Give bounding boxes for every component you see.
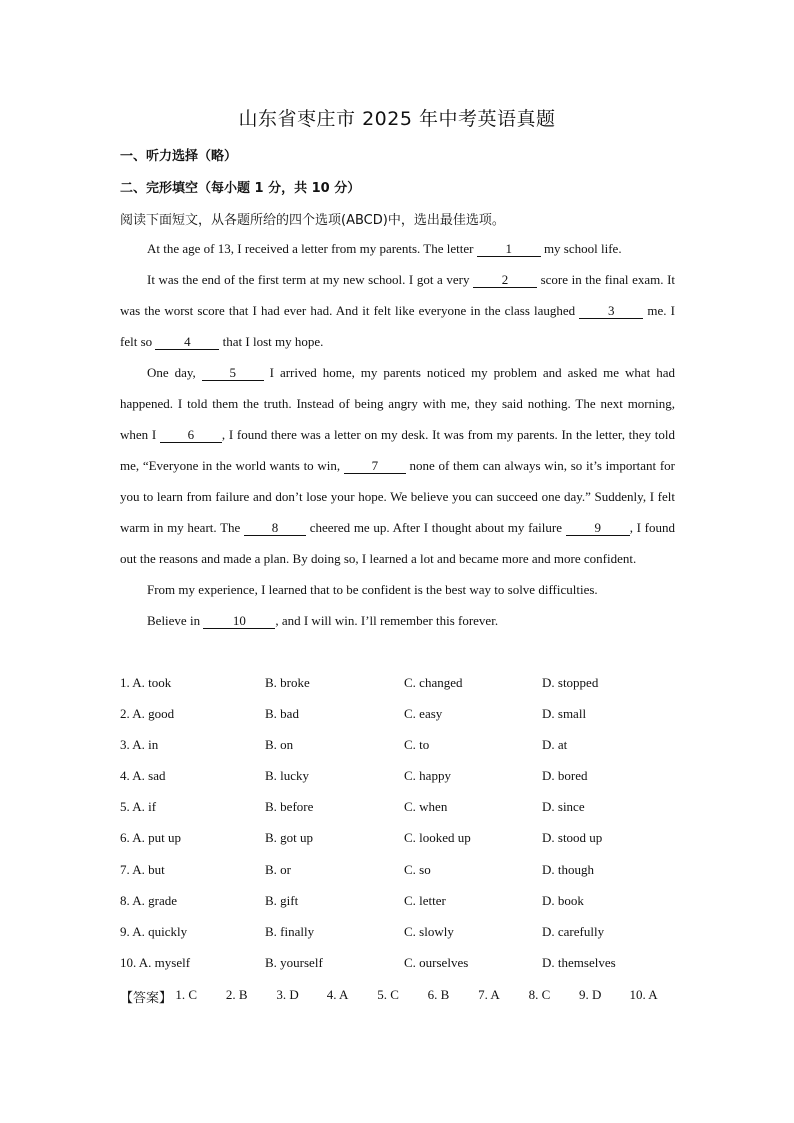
blank-10: 10 [203,613,275,629]
option-d: D. at [542,737,568,753]
page-title: 山东省枣庄市 2025 年中考英语真题 [238,108,556,130]
option-c: C. easy [404,706,443,722]
option-a: 8. A. grade [120,892,178,908]
passage-text: none of them can always win, so it’s important for you to learn from failure and don’t lose your hope. We believe you can succeed one day.” Suddenly, I felt warm in my heart. The [120,458,675,535]
blank-1: 1 [477,241,541,257]
passage-text: It was the end of the first term at my new school. I got a very [147,272,474,287]
option-b: B. broke [265,675,310,690]
blank-4: 4 [155,334,219,350]
option-row [120,706,680,737]
answer-item: 4. A [326,987,349,1002]
option-c: C. changed [404,675,463,690]
option-d: D. since [542,799,585,815]
option-a: 10. A. myself [120,954,191,970]
passage-paragraph: From my experience, I learned that to be confident is the best way to solve difficulties. [147,582,598,597]
option-d: D. stood up [542,830,603,846]
section-cloze-heading: 二、完形填空（每小题 1 分，共 10 分） [120,181,361,196]
blank-3: 3 [579,303,643,319]
passage-paragraph [120,233,675,264]
option-b: B. gift [265,892,299,908]
option-a: 3. A. in [120,737,159,753]
option-c: C. letter [404,892,446,908]
option-c: C. so [404,861,431,877]
option-d: D. book [542,892,584,908]
option-b: B. before [265,799,314,815]
answer-item: 5. C [377,987,399,1002]
passage-text: I arrived home, my parents noticed my problem and asked me what had happened. I told them the truth. Instead of being angry with me, they said nothing. The next morning, when I [120,365,675,442]
option-b: B. or [265,861,291,877]
option-row [120,924,680,955]
option-row [120,737,680,768]
option-d: D. themselves [542,954,616,970]
option-c: C. when [404,799,448,815]
option-c: C. looked up [404,830,471,846]
answer-item: 7. A [478,987,500,1002]
option-b: B. lucky [265,768,310,784]
option-c: C. slowly [404,923,454,939]
passage-text: , and I will win. I’ll remember this forever. [275,613,499,628]
option-a: 9. A. quickly [120,923,188,939]
option-b: B. yourself [265,954,323,970]
answer-item: 6. B [427,987,450,1002]
option-row [120,830,680,861]
passage-text: One day, [147,365,202,380]
passage-text: me. I felt so [120,303,675,349]
answer-item: 1. C [175,987,198,1002]
answer-item: 3. D [276,987,299,1002]
option-c: C. to [404,737,430,753]
answer-label: 【答案】 [120,991,173,1006]
passage-text: At the age of 13, I received a letter from my parents. The letter [147,241,477,256]
options-list [120,675,680,986]
option-row [120,862,680,893]
option-c: C. ourselves [404,954,469,970]
blank-6: 6 [160,427,222,443]
answer-key [120,987,680,1006]
blank-9: 9 [566,520,630,536]
option-a: 5. A. if [120,799,157,815]
passage-paragraph [120,264,675,357]
option-row [120,893,680,924]
passage-text: cheered me up. After I thought about my failure [306,520,566,535]
instruction-text: 阅读下面短文，从各题所给的四个选项(ABCD)中，选出最佳选项。 [120,213,505,228]
option-row [120,675,680,706]
passage-text: that I lost my hope. [219,334,324,349]
answer-item: 2. B [225,987,248,1002]
passage-text: my school life. [540,241,622,256]
option-d: D. carefully [542,923,605,939]
option-b: B. bad [265,706,299,722]
answer-item: 9. D [579,987,602,1002]
passage-text: , I found out the reasons and made a plan. By doing so, I learned a lot and became more and more confident. [120,520,675,566]
section-listening-heading: 一、听力选择（略） [120,149,238,164]
option-a: 2. A. good [120,706,175,722]
option-d: D. bored [542,768,588,784]
blank-2: 2 [473,272,537,288]
option-b: B. on [265,737,294,753]
option-d: D. small [542,706,587,722]
option-row [120,955,680,986]
blank-7: 7 [344,458,406,474]
cloze-passage [120,233,675,636]
answer-item: 8. C [528,987,551,1002]
option-row [120,768,680,799]
passage-text: Believe in [147,613,204,628]
option-d: D. though [542,861,594,877]
option-b: B. finally [265,923,315,939]
answer-item: 10. A [629,987,658,1002]
option-a: 7. A. but [120,861,165,877]
option-d: D. stopped [542,675,599,690]
option-row [120,799,680,830]
option-c: C. happy [404,768,451,784]
option-a: 6. A. put up [120,830,182,846]
passage-paragraph [120,357,675,574]
passage-text: , I found there was a letter on my desk. It was from my parents. In the letter, they told me, “Everyone in the world wants to win, [120,427,675,473]
option-a: 4. A. sad [120,768,166,784]
blank-8: 8 [244,520,306,536]
passage-paragraph [120,605,675,636]
passage-text: score in the final exam. It was the worst score that I had ever had. And it felt like everyone in the class laughed [120,272,676,318]
option-a: 1. A. took [120,675,172,690]
blank-5: 5 [202,365,264,381]
option-b: B. got up [265,830,314,846]
